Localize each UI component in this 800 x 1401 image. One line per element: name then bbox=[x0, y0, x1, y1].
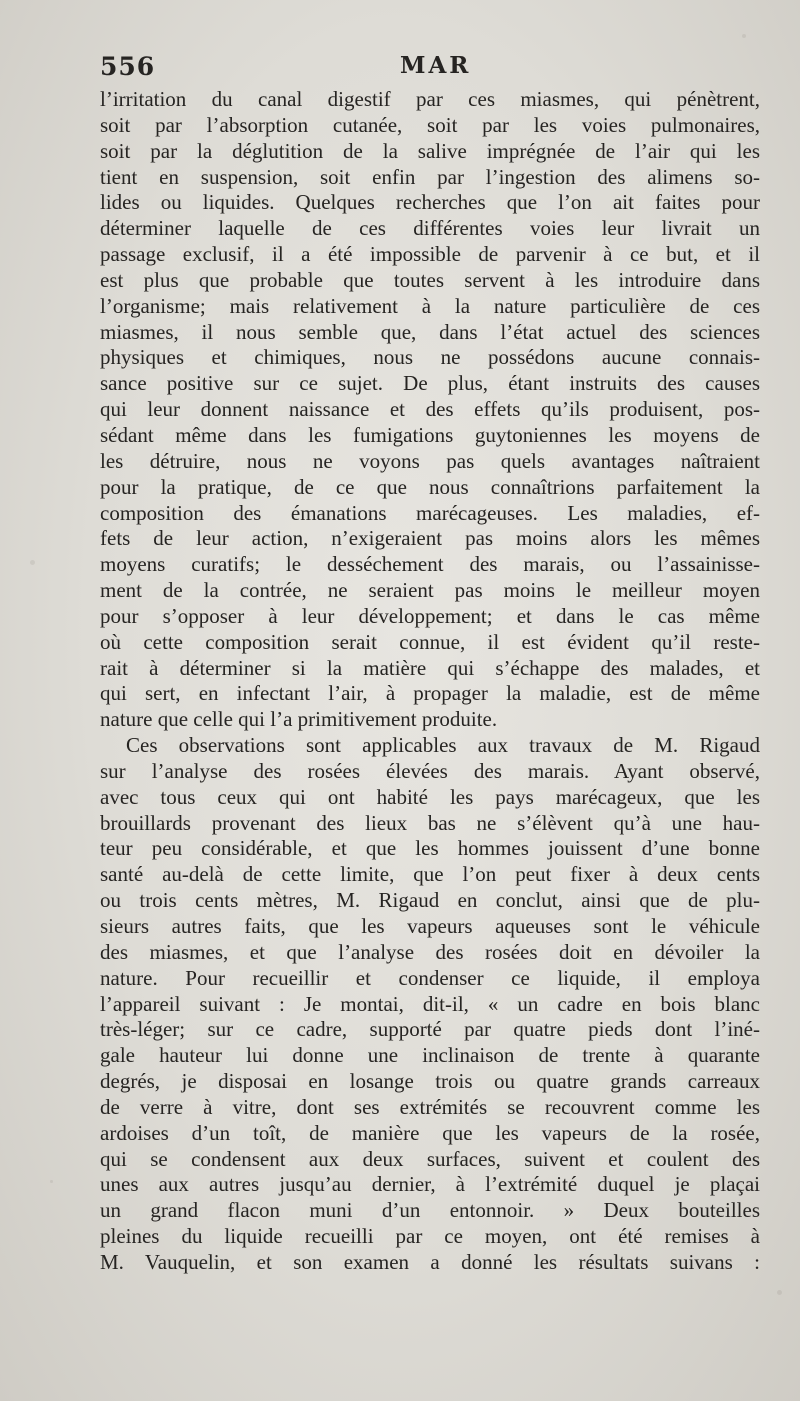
text-line: santé au-delà de cette limite, que l’on peut fixer à deux cents bbox=[100, 862, 760, 887]
text-line: qui sert, en infectant l’air, à propager la maladie, est de même bbox=[100, 681, 760, 706]
body-text bbox=[100, 87, 760, 1276]
text-line: des miasmes, et que l’analyse des rosées doit en dévoiler la bbox=[100, 939, 760, 964]
text-line: qui se condensent aux deux surfaces, suivent et coulent des bbox=[100, 1146, 760, 1171]
text-line: très-léger; sur ce cadre, supporté par quatre pieds dont l’iné- bbox=[100, 1017, 760, 1042]
page-header bbox=[100, 52, 760, 86]
paper-speck bbox=[742, 34, 746, 38]
text-line: sédant même dans les fumigations guytoniennes les moyens de bbox=[100, 422, 760, 447]
text-line: gale hauteur lui donne une inclinaison de trente à quarante bbox=[100, 1043, 760, 1068]
text-line: qui leur donnent naissance et des effets qu’ils produisent, pos- bbox=[100, 397, 760, 422]
text-line: teur peu considérable, et que les hommes jouissent d’une bonne bbox=[100, 836, 760, 861]
text-line: est plus que probable que toutes servent à les introduire dans bbox=[100, 267, 760, 292]
text-line: les détruire, nous ne voyons pas quels avantages naîtraient bbox=[100, 448, 760, 473]
text-line: ment de la contrée, ne seraient pas moins le meilleur moyen bbox=[100, 578, 760, 603]
page-number: 556 bbox=[100, 52, 156, 81]
text-line: ardoises d’un toît, de manière que les vapeurs de la rosée, bbox=[100, 1120, 760, 1145]
text-line: fets de leur action, n’exigeraient pas moins alors les mêmes bbox=[100, 526, 760, 551]
text-line: M. Vauquelin, et son examen a donné les résultats suivans : bbox=[100, 1249, 760, 1274]
text-line: l’irritation du canal digestif par ces miasmes, qui pénètrent, bbox=[100, 87, 760, 111]
text-line: ou trois cents mètres, M. Rigaud en conclut, ainsi que de plu- bbox=[100, 888, 760, 913]
text-line: nature que celle qui l’a primitivement produite. bbox=[100, 707, 498, 732]
paper-speck bbox=[50, 1180, 53, 1183]
text-line: physiques et chimiques, nous ne possédons aucune connais- bbox=[100, 345, 760, 370]
text-line: pour s’opposer à leur développement; et dans le cas même bbox=[100, 603, 760, 628]
text-line: brouillards provenant des lieux bas ne s’élèvent qu’à une hau- bbox=[100, 810, 760, 835]
text-line: l’organisme; mais relativement à la nature particulière de ces bbox=[100, 293, 760, 318]
text-line: un grand flacon muni d’un entonnoir. » Deux bouteilles bbox=[100, 1198, 760, 1223]
text-line: passage exclusif, il a été impossible de parvenir à ce but, et il bbox=[100, 242, 760, 267]
text-line: lides ou liquides. Quelques recherches que l’on ait faites pour bbox=[100, 190, 760, 215]
paragraph bbox=[100, 87, 760, 733]
text-line: composition des émanations marécageuses. Les maladies, ef- bbox=[100, 500, 760, 525]
text-line: sur l’analyse des rosées élevées des marais. Ayant observé, bbox=[100, 758, 760, 783]
text-line: soit par l’absorption cutanée, soit par les voies pulmonaires, bbox=[100, 112, 760, 137]
text-line: pleines du liquide recueilli par ce moyen, ont été remises à bbox=[100, 1224, 760, 1249]
paper-speck bbox=[30, 560, 35, 565]
text-line: avec tous ceux qui ont habité les pays marécageux, que les bbox=[100, 784, 760, 809]
text-line: de verre à vitre, dont ses extrémités se recouvrent comme les bbox=[100, 1094, 760, 1119]
text-line: moyens curatifs; le desséchement des marais, ou l’assainisse- bbox=[100, 552, 760, 577]
text-line: degrés, je disposai en losange trois ou quatre grands carreaux bbox=[100, 1069, 760, 1094]
text-line: pour la pratique, de ce que nous connaîtrions parfaitement la bbox=[100, 474, 760, 499]
text-line: rait à déterminer si la matière qui s’échappe des malades, et bbox=[100, 655, 760, 680]
running-head: MAR bbox=[400, 52, 472, 79]
text-line: l’appareil suivant : Je montai, dit-il, « un cadre en bois blanc bbox=[100, 991, 760, 1016]
text-line: miasmes, il nous semble que, dans l’état actuel des sciences bbox=[100, 319, 760, 344]
text-line: déterminer laquelle de ces différentes voies leur livrait un bbox=[100, 216, 760, 241]
text-line: sieurs autres faits, que les vapeurs aqueuses sont le véhicule bbox=[100, 914, 760, 938]
text-line: nature. Pour recueillir et condenser ce liquide, il employa bbox=[100, 965, 760, 990]
paper-speck bbox=[777, 1290, 782, 1295]
paragraph bbox=[100, 733, 760, 1276]
text-line: Ces observations sont applicables aux travaux de M. Rigaud bbox=[126, 733, 760, 758]
text-line: unes aux autres jusqu’au dernier, à l’extrémité duquel je plaçai bbox=[100, 1172, 760, 1197]
text-line: sance positive sur ce sujet. De plus, étant instruits des causes bbox=[100, 371, 760, 396]
text-line: tient en suspension, soit enfin par l’ingestion des alimens so- bbox=[100, 164, 760, 189]
text-line: soit par la déglutition de la salive imprégnée de l’air qui les bbox=[100, 138, 760, 163]
text-line: où cette composition serait connue, il est évident qu’il reste- bbox=[100, 629, 760, 654]
